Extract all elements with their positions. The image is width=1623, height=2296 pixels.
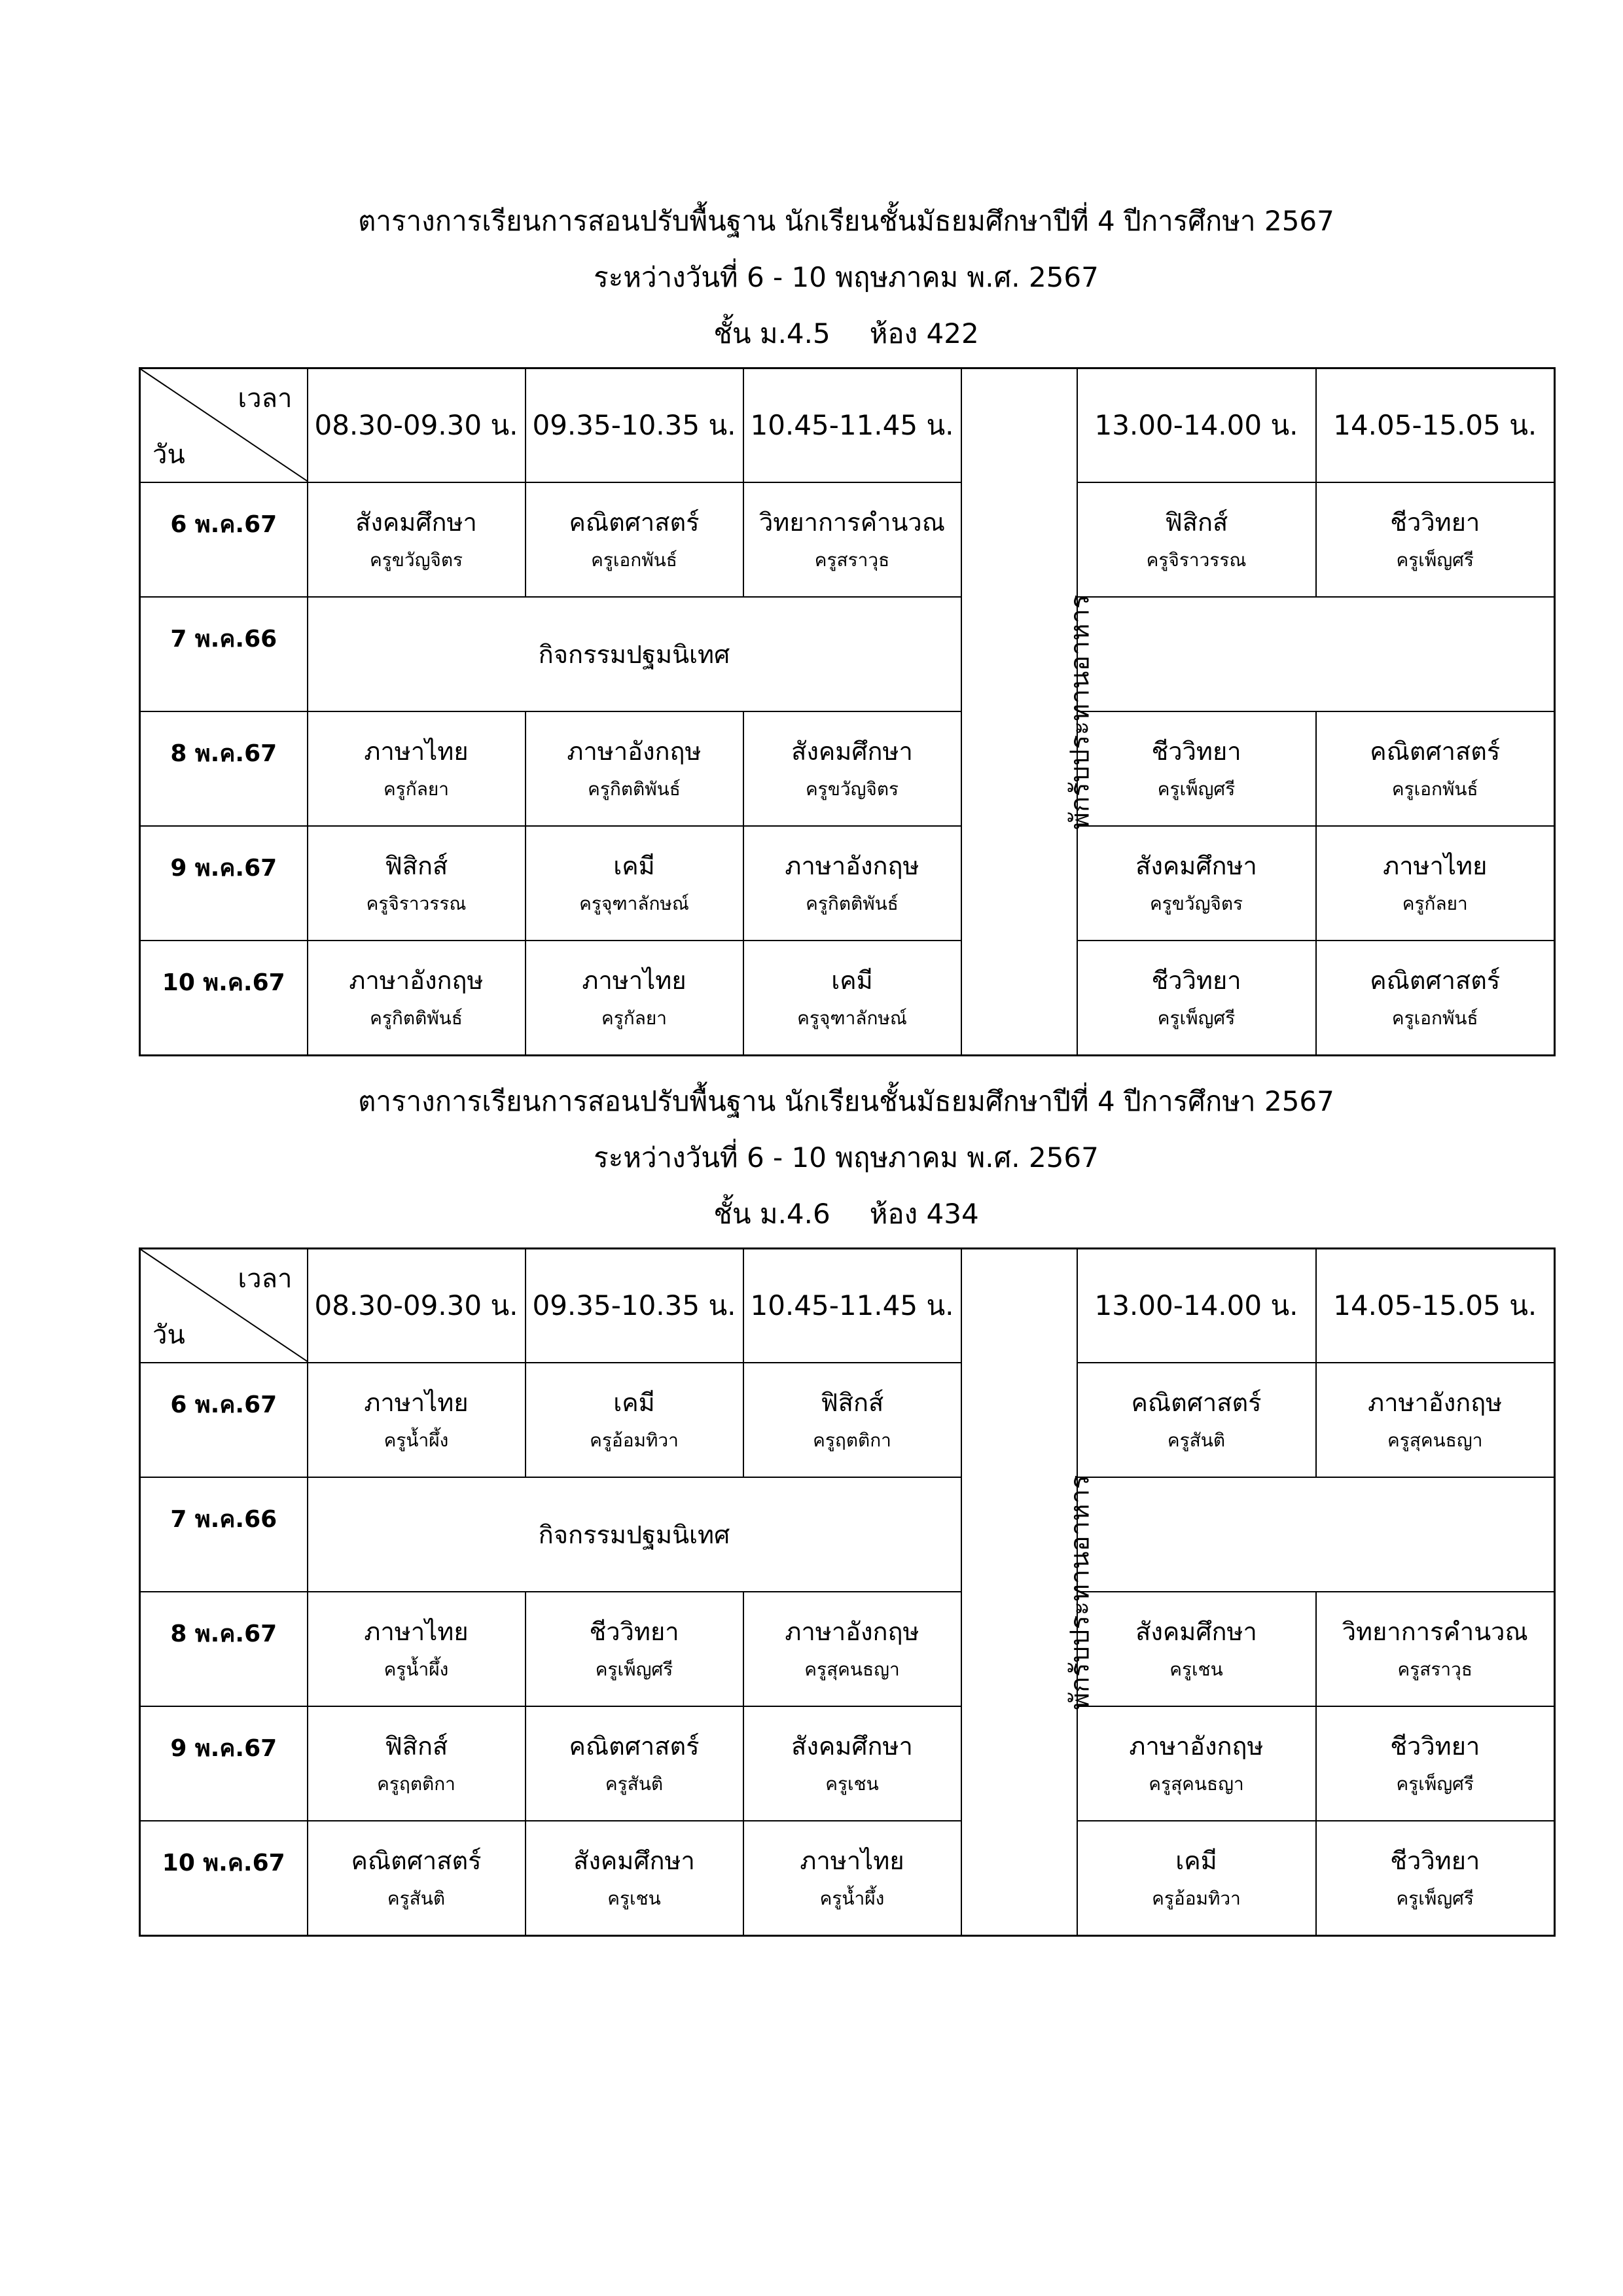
subject: ภาษาไทย	[364, 1388, 469, 1417]
subject: เคมี	[613, 1388, 655, 1417]
subject: ภาษาไทย	[1383, 851, 1488, 880]
lesson-cell	[1077, 1363, 1316, 1477]
teacher: ครูกิตติพันธ์	[370, 1007, 463, 1029]
subject: ภาษาอังกฤษ	[1129, 1731, 1264, 1761]
schedule-class-room	[139, 1186, 1554, 1242]
lesson-cell	[308, 826, 526, 941]
lesson-cell	[308, 482, 526, 597]
room-label: ห้อง 434	[869, 1198, 979, 1230]
lesson-cell	[308, 1363, 526, 1477]
day-label: 10 พ.ค.67	[140, 1821, 308, 1936]
subject: ชีววิทยา	[1390, 507, 1480, 537]
timetable	[139, 1247, 1556, 1937]
teacher: ครูเพ็ญศรี	[1157, 778, 1236, 800]
teacher: ครูกัลยา	[383, 778, 449, 800]
subject: เคมี	[831, 965, 873, 995]
teacher: ครูจิราวรรณ	[1146, 548, 1247, 571]
teacher: ครูเพ็ญศรี	[1396, 1772, 1474, 1795]
subject: ภาษาอังกฤษ	[1368, 1388, 1503, 1417]
teacher: ครูจิราวรรณ	[366, 892, 467, 914]
schedule-date-range: ระหว่างวันที่ 6 - 10 พฤษภาคม พ.ศ. 2567	[594, 261, 1099, 293]
day-label: 10 พ.ค.67	[140, 941, 308, 1056]
teacher: ครูเพ็ญศรี	[1157, 1007, 1236, 1029]
teacher: ครูสราวุธ	[1397, 1658, 1472, 1680]
subject: สังคมศึกษา	[791, 1731, 913, 1761]
day-label: 9 พ.ค.67	[140, 1706, 308, 1821]
schedule-class-room	[139, 306, 1554, 362]
time-header-2: 09.35-10.35 น.	[526, 1249, 743, 1363]
teacher: ครูจุฑาลักษณ์	[797, 1007, 907, 1029]
teacher: ครูน้ำผึ้ง	[383, 1429, 449, 1451]
corner-day-label: วัน	[152, 1320, 185, 1350]
day-row	[140, 941, 1555, 1056]
subject: ชีววิทยา	[1390, 1846, 1480, 1875]
lesson-cell	[526, 482, 743, 597]
subject: ฟิสิกส์	[384, 1731, 448, 1761]
lesson-cell	[1077, 1706, 1316, 1821]
time-header-5: 14.05-15.05 น.	[1316, 368, 1555, 483]
teacher: ครูอ้อมทิวา	[1152, 1887, 1241, 1909]
teacher: ครูเพ็ญศรี	[1396, 1887, 1474, 1909]
subject: ชีววิทยา	[1151, 965, 1241, 995]
day-row	[140, 597, 1555, 711]
subject: ภาษาไทย	[800, 1846, 904, 1875]
schedule-date-range: ระหว่างวันที่ 6 - 10 พฤษภาคม พ.ศ. 2567	[594, 1141, 1099, 1174]
teacher: ครูสันติ	[1167, 1429, 1226, 1451]
day-row	[140, 1706, 1555, 1821]
teacher: ครูเชน	[607, 1887, 661, 1909]
subject: ภาษาอังกฤษ	[567, 736, 702, 766]
lesson-cell	[308, 1592, 526, 1706]
subject: ฟิสิกส์	[1164, 507, 1228, 537]
day-row	[140, 1592, 1555, 1706]
teacher: ครูเพ็ญศรี	[1396, 548, 1474, 571]
teacher: ครูขวัญจิตร	[369, 548, 463, 571]
subject: วิทยาการคำนวณ	[758, 507, 946, 537]
subject: สังคมศึกษา	[1135, 1617, 1257, 1646]
day-row	[140, 1821, 1555, 1936]
lesson-cell	[308, 1706, 526, 1821]
subject: สังคมศึกษา	[1135, 851, 1257, 880]
day-row	[140, 826, 1555, 941]
subject: ภาษาอังกฤษ	[785, 1617, 919, 1646]
lesson-cell	[526, 711, 743, 826]
orientation-event: กิจกรรมปฐมนิเทศ	[308, 1477, 961, 1592]
teacher: ครูน้ำผึ้ง	[819, 1887, 885, 1909]
lunch-break-label: พักรับประทานอาหาร	[1064, 1475, 1095, 1710]
lesson-cell	[526, 1706, 743, 1821]
teacher: ครูขวัญจิตร	[1149, 892, 1243, 914]
timetable-header-row	[140, 368, 1555, 483]
subject: คณิตศาสตร์	[569, 1731, 700, 1761]
lesson-cell	[308, 1821, 526, 1936]
teacher: ครูอ้อมทิวา	[590, 1429, 679, 1451]
lesson-cell	[743, 826, 961, 941]
schedule-title: ตารางการเรียนการสอนปรับพื้นฐาน นักเรียนชั้นมัธยมศึกษาปีที่ 4 ปีการศึกษา 2567	[358, 1085, 1334, 1117]
teacher: ครูกัลยา	[601, 1007, 667, 1029]
lesson-cell	[743, 941, 961, 1056]
subject: สังคมศึกษา	[573, 1846, 695, 1875]
subject: คณิตศาสตร์	[569, 507, 700, 537]
lesson-cell	[1077, 1821, 1316, 1936]
lesson-cell	[743, 1363, 961, 1477]
day-label: 6 พ.ค.67	[140, 482, 308, 597]
lesson-cell	[308, 711, 526, 826]
lesson-cell	[1077, 941, 1316, 1056]
teacher: ครูกัลยา	[1402, 892, 1468, 914]
teacher: ครูเพ็ญศรี	[595, 1658, 673, 1680]
lesson-cell	[1316, 711, 1555, 826]
lesson-cell	[308, 941, 526, 1056]
schedule-section-1	[139, 193, 1554, 1056]
teacher: ครูสันติ	[605, 1772, 664, 1795]
lunch-break-label: พักรับประทานอาหาร	[1064, 594, 1095, 829]
teacher: ครูฤตติกา	[813, 1429, 891, 1451]
teacher: ครูสุคนธญา	[1149, 1772, 1244, 1795]
subject: ชีววิทยา	[589, 1617, 679, 1646]
subject: สังคมศึกษา	[791, 736, 913, 766]
subject: เคมี	[613, 851, 655, 880]
time-header-4: 13.00-14.00 น.	[1077, 1249, 1316, 1363]
subject: สังคมศึกษา	[355, 507, 477, 537]
teacher: ครูน้ำผึ้ง	[383, 1658, 449, 1680]
lesson-cell	[1077, 1592, 1316, 1706]
day-label: 7 พ.ค.66	[140, 597, 308, 711]
lesson-cell	[1316, 482, 1555, 597]
corner-cell	[140, 368, 308, 483]
teacher: ครูสุคนธญา	[1387, 1429, 1483, 1451]
class-label: ชั้น ม.4.6	[713, 1198, 830, 1230]
teacher: ครูสันติ	[387, 1887, 446, 1909]
teacher: ครูเอกพันธ์	[591, 548, 677, 571]
lesson-cell	[1316, 941, 1555, 1056]
lesson-cell	[526, 826, 743, 941]
time-header-2: 09.35-10.35 น.	[526, 368, 743, 483]
lesson-cell	[526, 941, 743, 1056]
room-label: ห้อง 422	[869, 317, 979, 350]
corner-time-label: เวลา	[238, 1264, 293, 1294]
day-row	[140, 1363, 1555, 1477]
empty-afternoon	[1077, 597, 1555, 711]
subject: คณิตศาสตร์	[1370, 965, 1501, 995]
subject: คณิตศาสตร์	[351, 1846, 482, 1875]
orientation-event: กิจกรรมปฐมนิเทศ	[308, 597, 961, 711]
subject: ภาษาไทย	[364, 1617, 469, 1646]
lesson-cell	[1077, 711, 1316, 826]
day-label: 6 พ.ค.67	[140, 1363, 308, 1477]
corner-time-label: เวลา	[238, 384, 293, 414]
lesson-cell	[1316, 1363, 1555, 1477]
teacher: ครูจุฑาลักษณ์	[579, 892, 689, 914]
teacher: ครูขวัญจิตร	[805, 778, 899, 800]
lesson-cell	[1077, 482, 1316, 597]
lesson-cell	[1077, 826, 1316, 941]
lunch-break-column	[961, 368, 1095, 1056]
day-row	[140, 1477, 1555, 1592]
timetable	[139, 367, 1556, 1056]
time-header-1: 08.30-09.30 น.	[308, 368, 526, 483]
class-label: ชั้น ม.4.5	[713, 317, 830, 350]
time-header-3: 10.45-11.45 น.	[743, 1249, 961, 1363]
teacher: ครูกิตติพันธ์	[806, 892, 899, 914]
lesson-cell	[526, 1363, 743, 1477]
lunch-break-column	[961, 1249, 1095, 1936]
schedule-title: ตารางการเรียนการสอนปรับพื้นฐาน นักเรียนชั้นมัธยมศึกษาปีที่ 4 ปีการศึกษา 2567	[358, 205, 1334, 237]
subject: วิทยาการคำนวณ	[1342, 1617, 1528, 1646]
subject: ฟิสิกส์	[820, 1388, 884, 1417]
teacher: ครูเชน	[825, 1772, 879, 1795]
teacher: ครูฤตติกา	[377, 1772, 455, 1795]
time-header-1: 08.30-09.30 น.	[308, 1249, 526, 1363]
time-header-4: 13.00-14.00 น.	[1077, 368, 1316, 483]
lesson-cell	[743, 1706, 961, 1821]
subject: ชีววิทยา	[1390, 1731, 1480, 1761]
lesson-cell	[1316, 826, 1555, 941]
teacher: ครูเอกพันธ์	[1391, 778, 1478, 800]
subject: ภาษาไทย	[364, 736, 469, 766]
subject: ภาษาไทย	[582, 965, 687, 995]
lesson-cell	[1316, 1706, 1555, 1821]
subject: ฟิสิกส์	[384, 851, 448, 880]
lesson-cell	[1316, 1592, 1555, 1706]
subject: เคมี	[1175, 1846, 1217, 1875]
lesson-cell	[743, 482, 961, 597]
time-header-3: 10.45-11.45 น.	[743, 368, 961, 483]
lesson-cell	[1316, 1821, 1555, 1936]
lesson-cell	[743, 711, 961, 826]
subject: ชีววิทยา	[1151, 736, 1241, 766]
timetable-header-row	[140, 1249, 1555, 1363]
subject: คณิตศาสตร์	[1131, 1388, 1262, 1417]
teacher: ครูกิตติพันธ์	[588, 778, 681, 800]
lesson-cell	[743, 1592, 961, 1706]
schedule-section-2	[139, 1073, 1554, 1937]
corner-cell	[140, 1249, 308, 1363]
teacher: ครูเอกพันธ์	[1391, 1007, 1478, 1029]
subject: ภาษาอังกฤษ	[785, 851, 919, 880]
day-label: 8 พ.ค.67	[140, 711, 308, 826]
teacher: ครูสราวุธ	[814, 548, 890, 571]
teacher: ครูเชน	[1169, 1658, 1223, 1680]
lesson-cell	[743, 1821, 961, 1936]
teacher: ครูสุคนธญา	[804, 1658, 900, 1680]
day-label: 8 พ.ค.67	[140, 1592, 308, 1706]
subject: ภาษาอังกฤษ	[349, 965, 484, 995]
day-label: 9 พ.ค.67	[140, 826, 308, 941]
day-label: 7 พ.ค.66	[140, 1477, 308, 1592]
empty-afternoon	[1077, 1477, 1555, 1592]
lesson-cell	[526, 1592, 743, 1706]
corner-day-label: วัน	[152, 440, 185, 470]
subject: คณิตศาสตร์	[1370, 736, 1501, 766]
time-header-5: 14.05-15.05 น.	[1316, 1249, 1555, 1363]
day-row	[140, 711, 1555, 826]
day-row	[140, 482, 1555, 597]
lesson-cell	[526, 1821, 743, 1936]
